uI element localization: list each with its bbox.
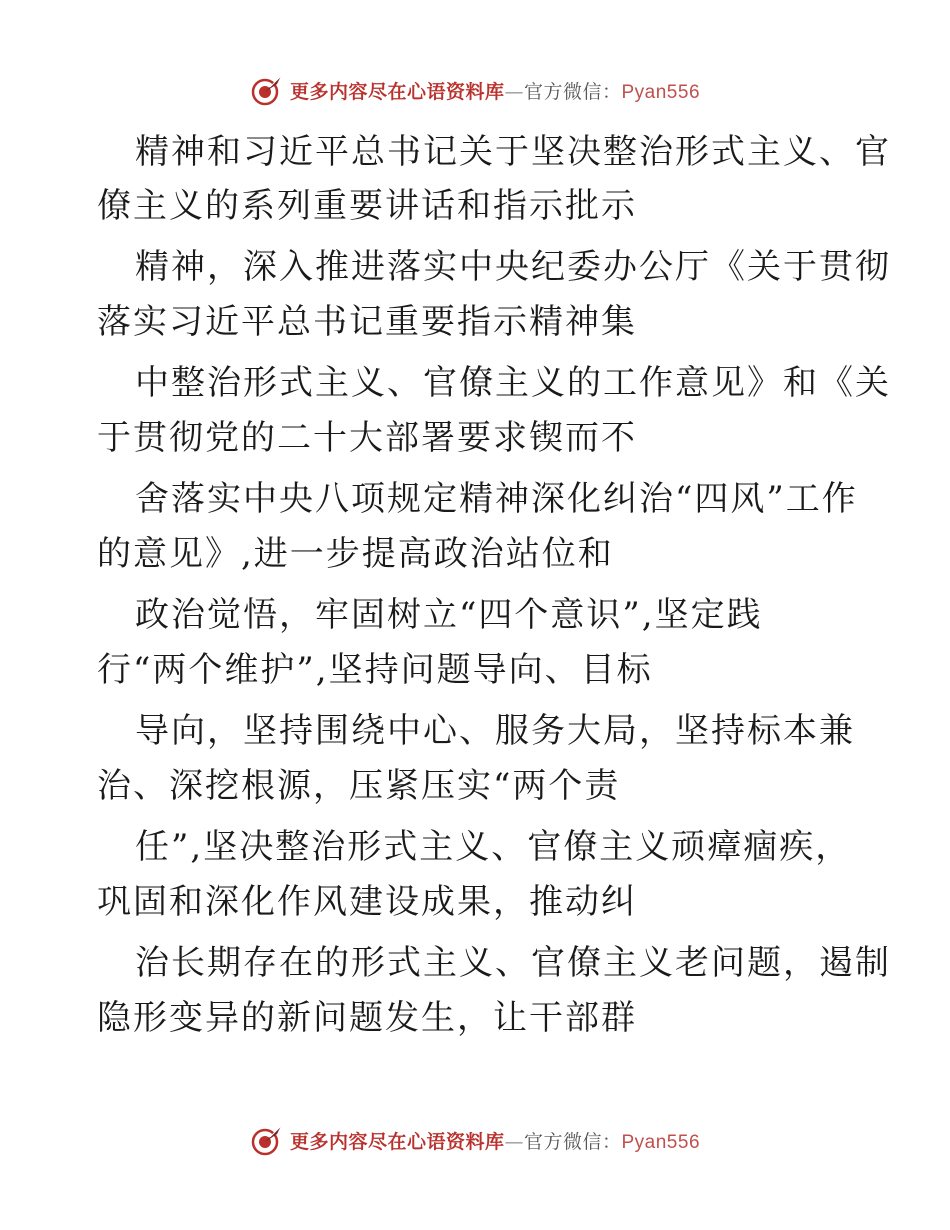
text-line: 政治觉悟，牢固树立“四个意识”,坚定践 xyxy=(135,595,763,635)
text-line: 行“两个维护”,坚持问题导向、目标 xyxy=(97,650,653,690)
watermark-wechat-id: Pyan556 xyxy=(621,1131,701,1153)
text-line: 精神和习近平总书记关于坚决整治形式主义、官 xyxy=(135,132,891,172)
text-line: 于贯彻党的二十大部署要求锲而不 xyxy=(97,418,637,458)
text-line: 导向，坚持围绕中心、服务大局，坚持标本兼 xyxy=(135,711,855,751)
watermark-footer xyxy=(0,1120,950,1160)
text-line: 的意见》,进一步提高政治站位和 xyxy=(97,534,614,574)
watermark-dash: — xyxy=(504,80,524,103)
text-line: 治长期存在的形式主义、官僚主义老问题，遏制 xyxy=(135,943,891,983)
text-line: 落实习近平总书记重要指示精神集 xyxy=(97,302,637,342)
text-line: 任”,坚决整治形式主义、官僚主义顽瘴痼疾， xyxy=(135,827,852,867)
watermark-official: 官方微信： xyxy=(523,1130,622,1153)
watermark-library: 更多内容尽在心语资料库 xyxy=(289,1130,505,1153)
watermark-library: 更多内容尽在心语资料库 xyxy=(289,80,505,103)
watermark-header xyxy=(0,70,950,110)
text-line: 舍落实中央八项规定精神深化纠治“四风”工作 xyxy=(135,479,858,519)
watermark-dash: — xyxy=(504,1130,524,1153)
quill-pen-icon xyxy=(250,73,284,107)
text-line: 隐形变异的新问题发生，让干部群 xyxy=(97,998,637,1038)
text-line: 僚主义的系列重要讲话和指示批示 xyxy=(97,186,637,226)
quill-pen-icon xyxy=(250,1123,284,1157)
text-line: 中整治形式主义、官僚主义的工作意见》和《关 xyxy=(135,363,891,403)
text-line: 治、深挖根源，压紧压实“两个责 xyxy=(97,766,621,806)
text-line: 巩固和深化作风建设成果，推动纠 xyxy=(97,882,637,922)
watermark-official: 官方微信： xyxy=(523,80,622,103)
text-line: 精神，深入推进落实中央纪委办公厅《关于贯彻 xyxy=(135,247,891,287)
watermark-wechat-id: Pyan556 xyxy=(621,81,701,103)
watermark-text xyxy=(290,77,700,104)
watermark-text xyxy=(290,1127,700,1154)
